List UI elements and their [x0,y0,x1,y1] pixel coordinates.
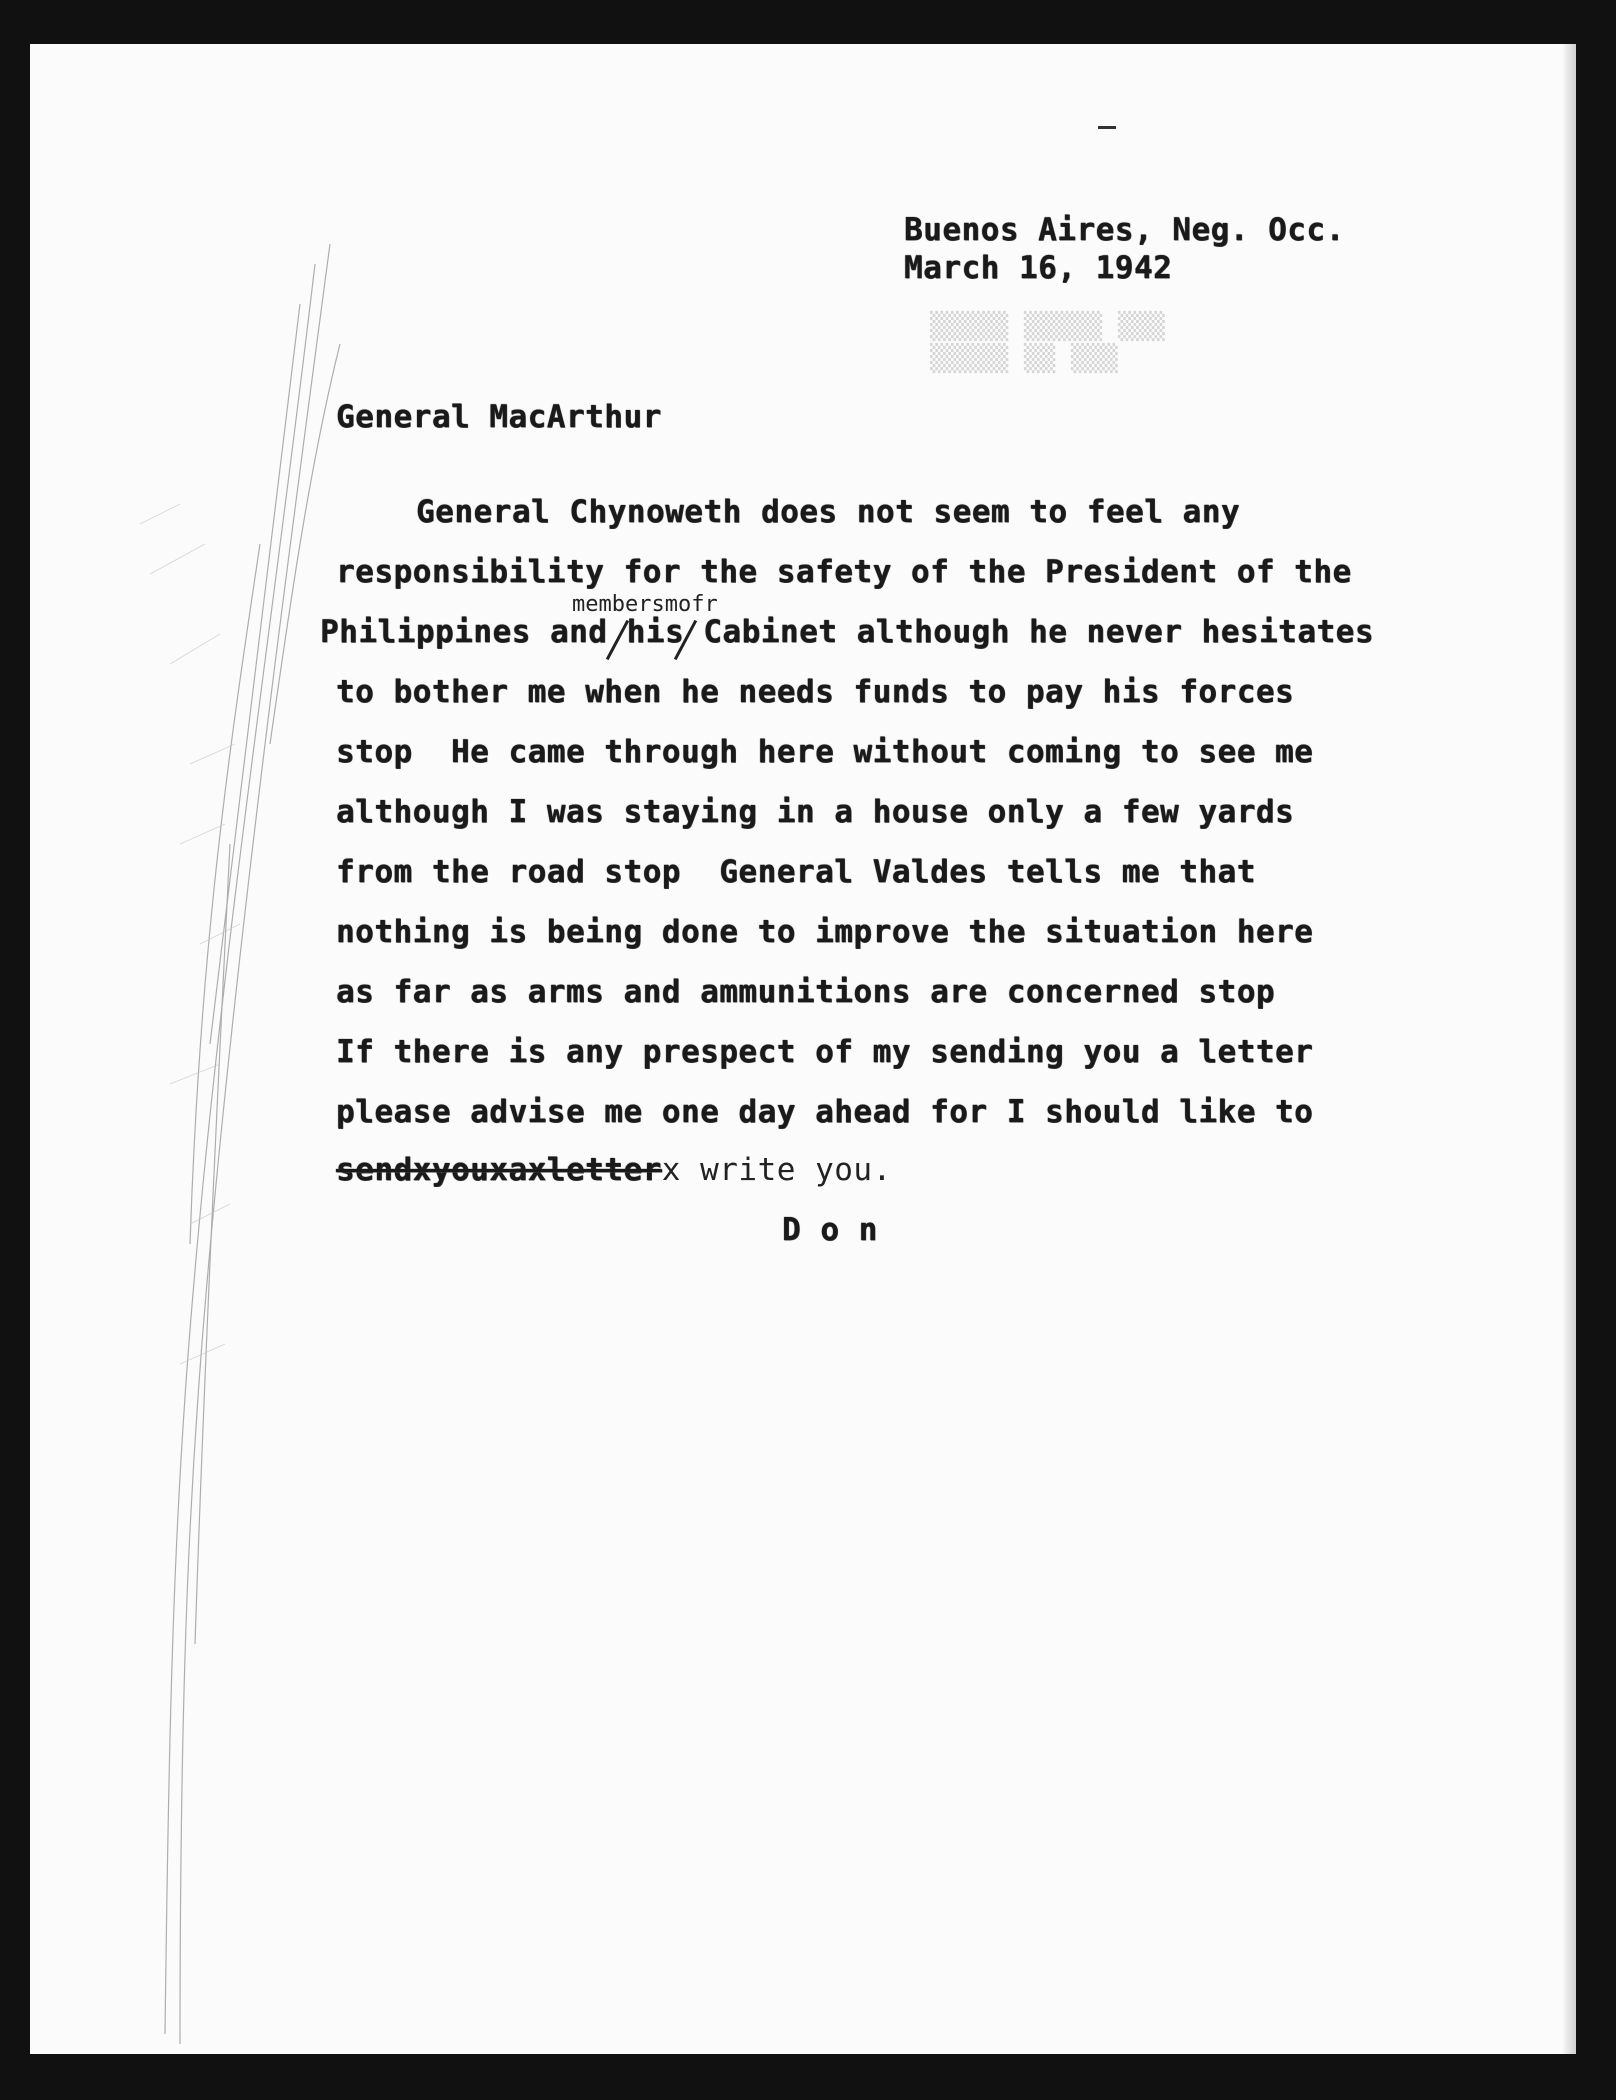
letter-page [30,44,1576,2054]
body-line-11: please advise me one day ahead for I should like to [336,1094,1314,1130]
body-line-1: General Chynoweth does not seem to feel any [416,494,1241,530]
body-line-7: from the road stop General Valdes tells me that [336,854,1256,890]
body-line-5: stop He came through here without coming to see me [336,734,1314,770]
body-line-9: as far as arms and ammunitions are concerned stop [336,974,1276,1010]
body-line-10: If there is any prespect of my sending you a letter [336,1034,1314,1070]
handwritten-insertion: membersmofr [572,592,718,617]
body-line-4: to bother me when he needs funds to pay his forces [336,674,1295,710]
struck-text: sendxyouxaxletter [336,1152,662,1188]
bleed-through-text: ▒▒▒▒▒ ▒▒ ▒▒▒ [930,344,1118,374]
body-line-6: although I was staying in a house only a few yards [336,794,1295,830]
bleed-through-text: ▒▒▒▒▒ ▒▒▒▒▒ ▒▒▒ [930,312,1165,342]
paper-edge [1562,44,1576,2054]
date-line: March 16, 1942 [904,250,1173,286]
body-line-2: responsibility for the safety of the President of the [336,554,1352,590]
top-dash-mark [1098,126,1116,129]
place-line: Buenos Aires, Neg. Occ. [904,212,1345,248]
closing-text: x write you. [661,1152,892,1188]
addressee: General MacArthur [336,399,662,435]
body-line-3: Philippines and his Cabinet although he never hesitates [320,614,1374,650]
signature: D o n [782,1212,878,1248]
closing-line [336,1152,892,1188]
body-line-8: nothing is being done to improve the situation here [336,914,1314,950]
